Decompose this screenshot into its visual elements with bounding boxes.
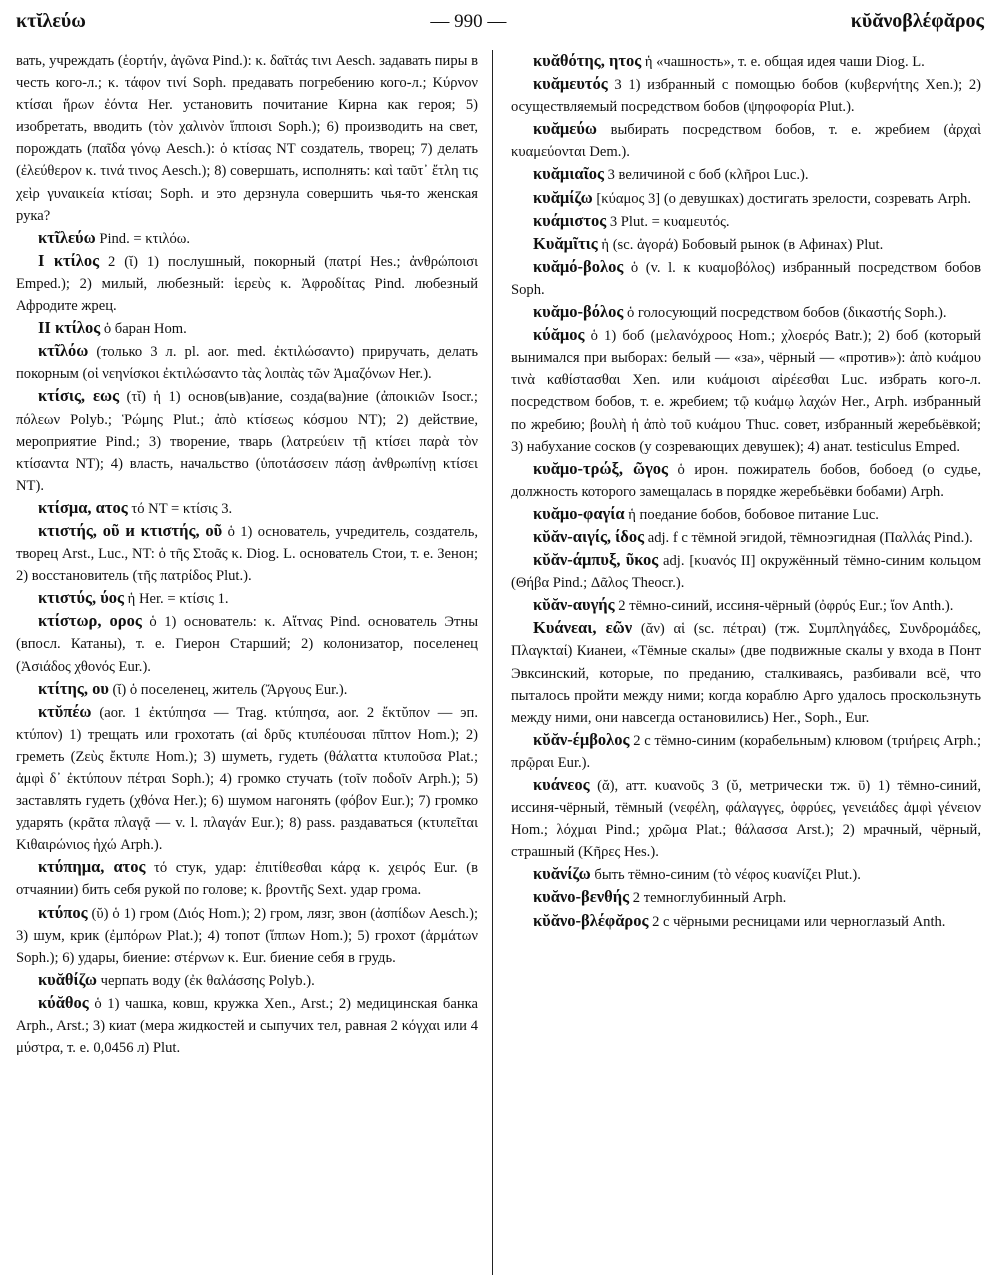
entry-definition: adj. f с тёмной эгидой, тёмноэгидная (Παλλάς Pind.). xyxy=(647,529,973,546)
entry-definition: (τῐ) ἡ 1) основ(ыв)ание, созда(ва)ние (ἀποικιῶν Isocr.; πόλεων Polyb.; Ῥώμης Plut.; ἀπὸ κτίσεως κόσμου NT); 2) действие, мероприятие Pind.; 3) творение, тварь (λατρεύειν τῇ κτίσει παρὰ τὸν κτίσαντα NT); 4) власть, начальство (ὑποτάσσειν πάσῃ ἀνθρωπίνῃ κτίσει NT). xyxy=(16,389,478,494)
entry-lemma: κυᾰμίζω xyxy=(533,187,593,207)
entry-lemma: κτίσμα, ατος xyxy=(38,497,128,517)
entry-lemma: κῠᾰν-αιγίς, ίδος xyxy=(533,526,645,546)
entry-definition: (ᾰ), атт. κυανοῦς 3 (ῠ, метрически тж. ῡ) 1) тёмно-синий, иссиня-чёрный, тёмный (νεφέλη, φάλαγγες, ὀφρύες, γενειάδες ἀμφὶ γένειον Hom.; λόχμαι Pind.; χρῶμα Plat.; θάλασσα Arst.); 2) мрачный, чёрный, страшный (Κῆρες Hes.). xyxy=(511,778,981,861)
entry-definition: τό стук, удар: ἐπιτίθεσθαι κάρᾳ κ. χειρός Eur. (в отчаянии) бить себя рукой по голове; κ. βροντῆς Sext. удар грома. xyxy=(16,860,478,899)
entry-lemma: κυᾰθίζω xyxy=(38,969,97,989)
entry-definition: ἡ «чашность», т. е. общая идея чаши Diog. L. xyxy=(644,54,925,70)
dictionary-entry xyxy=(511,187,981,210)
dictionary-entry xyxy=(16,520,478,587)
entry-lemma: κυᾰμό-βολος xyxy=(533,256,624,276)
entry-definition: ἡ поедание бобов, бобовое питание Luc. xyxy=(628,506,879,523)
entry-definition: 2 (ῐ) 1) послушный, покорный (πατρί Hes.; ἀνθρώποισι Emped.); 2) милый, любезный: ἱερεὺς κ. Ἀφροδίτας Pind. любезный Афродите жрец. xyxy=(16,253,479,315)
entry-lemma: I κτίλος xyxy=(38,250,100,270)
page-number: — 990 — xyxy=(430,11,507,32)
entry-lemma: κτῖλόω xyxy=(38,341,89,361)
entry-definition: выбирать посредством бобов, т. е. жребием (ἀρχαὶ κυαμεύονται Dem.). xyxy=(511,122,981,161)
dictionary-entry xyxy=(16,50,478,227)
entry-definition: ὁ 1) боб (μελανόχροος Hom.; χλοερός Batr.); 2) боб (который вынимался при выборах: белый — «за», чёрный — «против»): ἀπὸ κυάμου τινὰ καθίστασθαι Xen. или κυάμοισι αἱρέεσθαι Luc. избрать кого-л. посредством бобов, т. е. жребием; τῷ κυάμῳ λαχών Her., Arph. избранный по жребию; βουλὴ ἡ ἀπὸ τοῦ κυάμου Thuc. совет, избранный жеребьёвкой; 3) набухание сосков (у созревающих девушек); 4) анат. testiculus Emped. xyxy=(511,328,981,455)
dictionary-entry xyxy=(511,910,981,933)
entry-lemma: κῠᾰν-άμπυξ, ῦκος xyxy=(533,550,659,570)
dictionary-entry xyxy=(16,250,478,317)
dictionary-entry xyxy=(16,969,478,992)
dictionary-entry xyxy=(511,526,981,549)
entry-definition: ὁ (v. l. к κυαμοβόλος) избранный посредством бобов Soph. xyxy=(511,259,981,298)
entry-lemma: κύᾰθος xyxy=(38,992,89,1012)
dictionary-entry xyxy=(16,385,478,496)
dictionary-entry xyxy=(511,256,981,301)
entry-lemma: κτῠπέω xyxy=(38,701,92,721)
dictionary-entry xyxy=(511,118,981,163)
entry-definition: 3 1) избранный с помощью бобов (κυβερνήτης Xen.); 2) осуществляемый посредством бобов (ψηφοφορία Plut.). xyxy=(511,77,981,116)
dictionary-entry xyxy=(16,856,478,901)
left-running-headword: κτῐλεύω xyxy=(16,10,86,32)
dictionary-entry xyxy=(16,610,478,677)
entry-lemma: κτιστύς, ύος xyxy=(38,588,125,608)
dictionary-entry xyxy=(16,340,478,385)
entry-lemma: Κυάνεαι, εῶν xyxy=(533,618,633,638)
entry-lemma: κυᾰμεύω xyxy=(533,119,597,139)
entry-definition: (ῐ) ὁ поселенец, житель (Ἄργους Eur.). xyxy=(112,681,348,698)
dictionary-entry xyxy=(511,50,981,73)
entry-definition: ὁ 1) основатель, учредитель, создатель, творец Arst., Luc., NT: ὁ τῆς Στοᾶς κ. Diog. L. основатель Стои, т. е. Зенон; 2) восстановитель (τῆς πατρίδος Plut.). xyxy=(16,523,478,585)
entry-definition: (ῠ) ὁ 1) гром (Διός Hom.); 2) гром, лязг, звон (ἀσπίδων Aesch.); 3) шум, крик (ἐμπόρων Plat.); 4) топот (ἵππων Hom.); 5) грохот (ἁρμάτων Soph.); 6) удары, биение: στέρνων κ. Eur. биение себя в грудь. xyxy=(16,905,478,966)
dictionary-entry xyxy=(511,503,981,526)
entry-lemma: κυᾰμο-φαγία xyxy=(533,503,625,523)
dictionary-entry xyxy=(511,233,981,256)
dictionary-entry xyxy=(511,863,981,886)
entry-definition: 3 Plut. = κυαμευτός. xyxy=(609,213,730,230)
entry-lemma: κῠᾰν-αυγής xyxy=(533,595,615,615)
dictionary-entry xyxy=(511,617,981,728)
entry-definition: ὁ 1) основатель: κ. Αἴτνας Pind. основатель Этны (впосл. Катаны), т. е. Гиерон Старший; 2) колонизатор, поселенец (Ἀσιάδος χθονός Eur.). xyxy=(16,614,479,675)
entry-lemma: κτιστής, οῦ и κτιστής, οῦ xyxy=(38,520,223,540)
entry-definition: adj. [κυανός II] окружённый тёмно-синим кольцом (Θήβα Pind.; Δᾶλος Theocr.). xyxy=(511,553,981,592)
columns xyxy=(16,50,984,1275)
dictionary-entry xyxy=(16,902,478,969)
dictionary-entry xyxy=(511,163,981,186)
entry-lemma: κτίστωρ, ορος xyxy=(38,611,142,631)
entry-lemma: κυᾰμιαῖος xyxy=(533,164,604,184)
entry-definition: ὁ 1) чашка, ковш, кружка Xen., Arst.; 2) медицинская банка Arph., Arst.; 3) киат (мера жидкостей и сыпучих тел, равная 2 κόγχαι или 4 μύστρα, т. е. 0,0456 л) Plut. xyxy=(16,995,478,1057)
entry-definition: 2 с тёмно-синим (корабельным) клювом (τριήρεις Arph.; πρῷραι Eur.). xyxy=(511,732,981,771)
entry-definition: Pind. = κτιλόω. xyxy=(99,230,191,247)
dictionary-entry xyxy=(511,210,981,233)
entry-definition: ὁ ирон. пожиратель бобов, бобоед (о судье, должность которого замещалась в порядке жеребьёвки бобами) Arph. xyxy=(511,461,981,500)
entry-definition: [κύαμος 3] (о девушках) достигать зрелости, созревать Arph. xyxy=(596,190,971,207)
entry-lemma: κύᾰμος xyxy=(533,325,585,345)
entry-lemma: κυᾰμο-τρώξ, ῶγος xyxy=(533,458,668,478)
entry-lemma: κτύπημα, ατος xyxy=(38,857,146,877)
dictionary-entry xyxy=(511,729,981,774)
entry-definition: черпать воду (ἐκ θαλάσσης Polyb.). xyxy=(100,972,315,989)
entry-lemma: κυᾰμο-βόλος xyxy=(533,302,624,322)
entry-definition: ὁ баран Hom. xyxy=(103,321,187,338)
entry-definition: ἡ Her. = κτίσις 1. xyxy=(127,591,229,608)
entry-lemma: κυᾰνίζω xyxy=(533,864,591,884)
dictionary-entry xyxy=(16,497,478,520)
entry-lemma: κυᾰθότης, ητος xyxy=(533,51,642,70)
entry-lemma: κυᾰμευτός xyxy=(533,74,608,94)
entry-definition: 2 темноглубинный Arph. xyxy=(632,890,787,907)
entry-definition: ὁ голосующий посредством бобов (δικαστής Soph.). xyxy=(626,305,947,322)
page-header xyxy=(16,10,984,50)
entry-lemma: κτίτης, ου xyxy=(38,678,109,698)
entry-definition: 3 величиной с боб (κλῆροι Luc.). xyxy=(607,167,809,184)
left-column xyxy=(16,50,493,1275)
entry-definition: τό NT = κτίσις 3. xyxy=(131,500,233,517)
entry-lemma: Κυᾰμῖτις xyxy=(533,233,598,253)
entry-definition: 2 тёмно-синий, иссиня-чёрный (ὀφρύς Eur.; ἴον Anth.). xyxy=(618,598,954,615)
dictionary-entry xyxy=(16,587,478,610)
dictionary-entry xyxy=(16,227,478,250)
entry-definition: ἡ (sc. ἀγορά) Бобовый рынок (в Афинах) Plut. xyxy=(601,236,884,253)
dictionary-entry xyxy=(511,549,981,594)
dictionary-entry xyxy=(511,301,981,324)
entry-definition: вать, учреждать (ἑορτήν, ἀγῶνα Pind.): κ. δαῖτάς τινι Aesch. задавать пиры в честь кого-л.; κ. τάφον τινί Soph. предавать погребению кого-л.; Κύρνον κτίσαι ἥρων ἐόντα Her. установить почитание Кирна как героя; 5) изобретать, вводить (τὸν χαλινὸν ἵπποισι Soph.); 6) производить на свет, порождать (παῖδα γόνῳ Aesch.): ὁ κτίσας NT создатель, творец; 7) делать (ἐλεύθερον κ. τινά τινος Aesch.); 8) совершать, исполнять: καὶ ταῦτ᾽ ἔτλη τις χεὶρ γυναικεία κτίσαι; Soph. и это дерзнула совершить чья-то женская рука? xyxy=(16,53,479,224)
dictionary-entry xyxy=(16,701,478,857)
entry-definition: (aor. 1 ἐκτύπησα — Trag. κτύπησα, aor. 2 ἔκτῠπον — эп. κτύπον) 1) трещать или грохотать (αἱ δρῦς κτυπέουσαι πῖπτον Hom.); 2) греметь (Ζεὺς ἔκτυπε Hom.); 3) шуметь, гудеть (θάλαττα κτυποῦσα Plat.; ἀμφὶ δ᾽ ἐκτύπουν πέτραι Soph.); 4) громко стучать (τοῖν ποδοῖν Arph.); 5) заставлять гудеть (χθόνα Her.); 6) шумом нагонять (φόβον Eur.); 7) громко ударять (κρᾶτα πλαγᾷ — v. l. πλαγάν Eur.); 8) pass. раздаваться (κτυπεῖται Κιθαιρώνιος ἠχώ Arph.). xyxy=(16,704,479,854)
entry-lemma: κῠᾰνο-βλέφᾰρος xyxy=(533,910,649,930)
dictionary-entry xyxy=(511,774,981,863)
dictionary-entry xyxy=(511,73,981,118)
entry-lemma: κτῖλεύω xyxy=(38,227,96,247)
entry-definition: (ᾰν) αἱ (sc. πέτραι) (тж. Συμπληγάδες, Συνδρομάδες, Πλαγκταί) Кианеи, «Тёмные скалы» (две подвижные скалы у входа в Понт Эвксинский, которые, по преданию, сталкиваясь, разбивали всё, что пыталось пройти между ними; когда кораблю Арго удалось проскользнуть между ними, они навсегда остановились) Her., Soph., Eur. xyxy=(511,621,981,726)
entry-lemma: κῠᾰν-έμβολος xyxy=(533,729,630,749)
right-running-headword: κῠᾰνοβλέφᾰρος xyxy=(850,10,984,32)
dictionary-entry xyxy=(511,458,981,503)
entry-definition: (только 3 л. pl. aor. med. ἐκτιλώσαντο) приручать, делать покорным (οἱ νεηνίσκοι ἐκτιλώσαντο τὰς λοιπὰς τῶν Ἀμαζόνων Her.). xyxy=(16,344,478,383)
dictionary-entry xyxy=(511,886,981,909)
entry-lemma: κτίσις, εως xyxy=(38,386,120,406)
dictionary-entry xyxy=(16,992,478,1059)
entry-definition: быть тёмно-синим (τὸ νέφος κυανίζει Plut.). xyxy=(594,867,861,884)
entry-lemma: κτύπος xyxy=(38,902,88,922)
entry-lemma: κυάνεος xyxy=(533,775,590,794)
entry-definition: 2 с чёрными ресницами или черноглазый Anth. xyxy=(652,913,946,930)
dictionary-entry xyxy=(511,324,981,458)
entry-lemma: κυᾰνο-βενθής xyxy=(533,887,630,907)
entry-lemma: κυάμιστος xyxy=(533,210,607,230)
entry-lemma: II κτίλος xyxy=(38,318,101,338)
dictionary-entry xyxy=(511,594,981,617)
dictionary-entry xyxy=(16,317,478,340)
right-column xyxy=(511,50,981,1275)
dictionary-entry xyxy=(16,678,478,701)
